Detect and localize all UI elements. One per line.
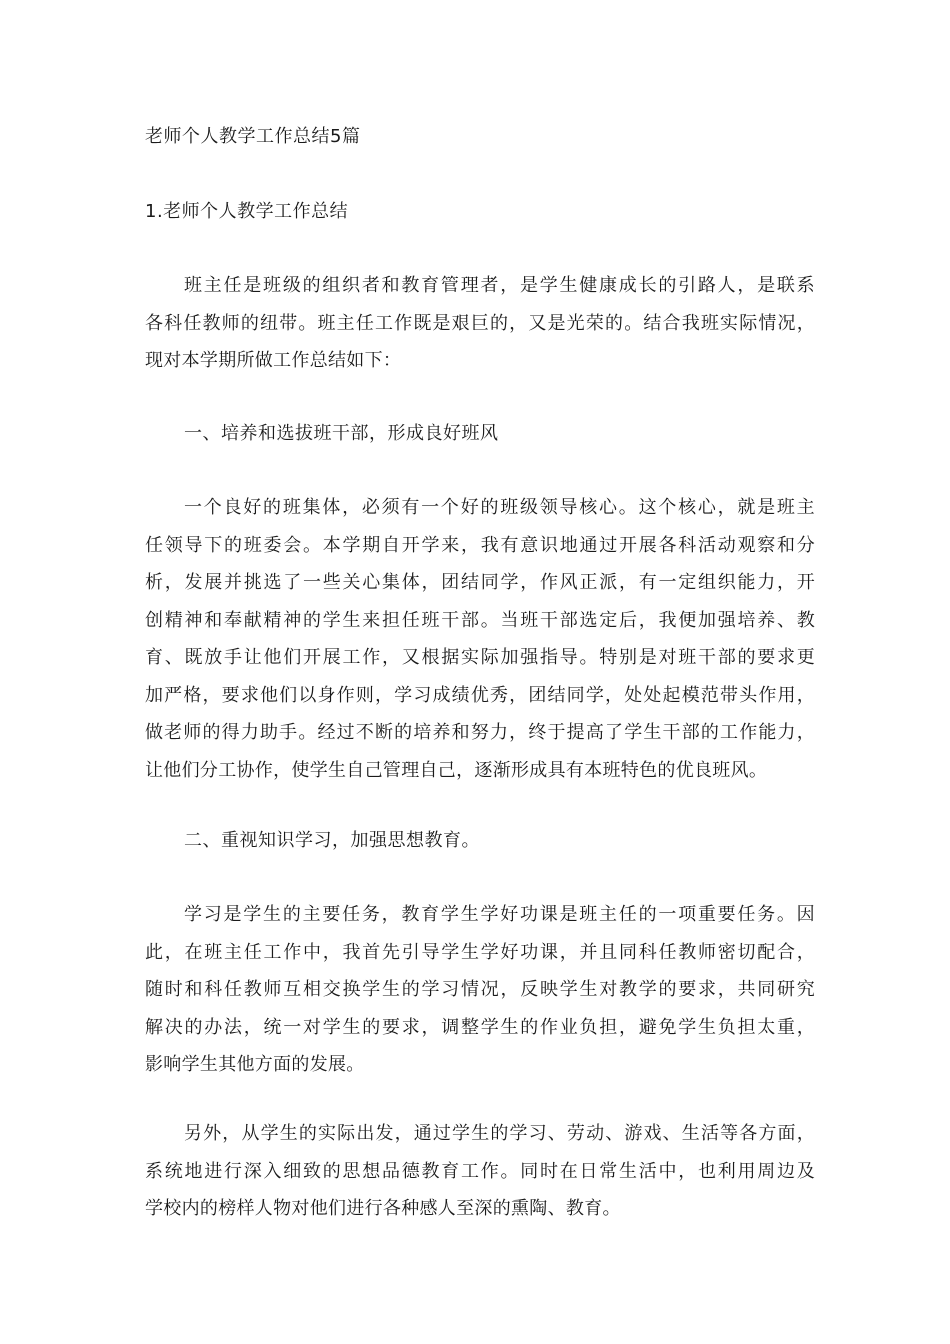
paragraph-line: 学习是学生的主要任务，教育学生学好功课是班主任的一项重要任务。因 [184,904,815,925]
section2a-paragraph [145,896,815,1084]
paragraph-line: 让他们分工协作，使学生自己管理自己，逐渐形成具有本班特色的优良班风。 [145,759,768,781]
paragraph-line: 育、既放手让他们开展工作，又根据实际加强指导。特别是对班干部的要求更 [145,647,815,668]
paragraph-line: 做老师的得力助手。经过不断的培养和努力，终于提高了学生干部的工作能力， [145,722,815,743]
section1-paragraph [145,489,815,789]
document-title: 老师个人教学工作总结5篇 [145,126,361,147]
paragraph-line: 班主任是班级的组织者和教育管理者，是学生健康成长的引路人，是联系 [184,275,815,296]
paragraph-line: 创精神和奉献精神的学生来担任班干部。当班干部选定后，我便加强培养、教 [145,609,815,631]
paragraph-line: 一个良好的班集体，必须有一个好的班级领导核心。这个核心，就是班主 [184,497,815,518]
section-heading-2: 二、重视知识学习，加强思想教育。 [184,830,480,851]
paragraph-line: 影响学生其他方面的发展。 [145,1054,365,1075]
section-title: 1.老师个人教学工作总结 [145,201,349,222]
paragraph-line: 现对本学期所做工作总结如下： [145,350,402,371]
paragraph-line: 解决的办法，统一对学生的要求，调整学生的作业负担，避免学生负担太重， [145,1016,815,1038]
section-heading-1: 一、培养和选拔班干部，形成良好班风 [184,423,499,444]
paragraph-line: 学校内的榜样人物对他们进行各种感人至深的熏陶、教育。 [145,1198,621,1219]
paragraph-line: 另外，从学生的实际出发，通过学生的学习、劳动、游戏、生活等各方面， [184,1123,815,1144]
paragraph-line: 任领导下的班委会。本学期自开学来，我有意识地通过开展各科活动观察和分 [145,534,815,556]
paragraph-line: 随时和科任教师互相交换学生的学习情况，反映学生对教学的要求，共同研究 [145,979,815,1000]
paragraph-line: 各科任教师的纽带。班主任工作既是艰巨的，又是光荣的。结合我班实际情况， [145,312,815,334]
paragraph-line: 加严格，要求他们以身作则，学习成绩优秀，团结同学，处处起模范带头作用， [145,684,815,706]
intro-paragraph [145,267,815,380]
paragraph-line: 析，发展并挑选了一些关心集体，团结同学，作风正派，有一定组织能力，开 [145,572,815,593]
paragraph-line: 系统地进行深入细致的思想品德教育工作。同时在日常生活中，也利用周边及 [145,1160,815,1182]
section2b-paragraph [145,1115,815,1228]
paragraph-line: 此，在班主任工作中，我首先引导学生学好功课，并且同科任教师密切配合， [145,941,815,963]
